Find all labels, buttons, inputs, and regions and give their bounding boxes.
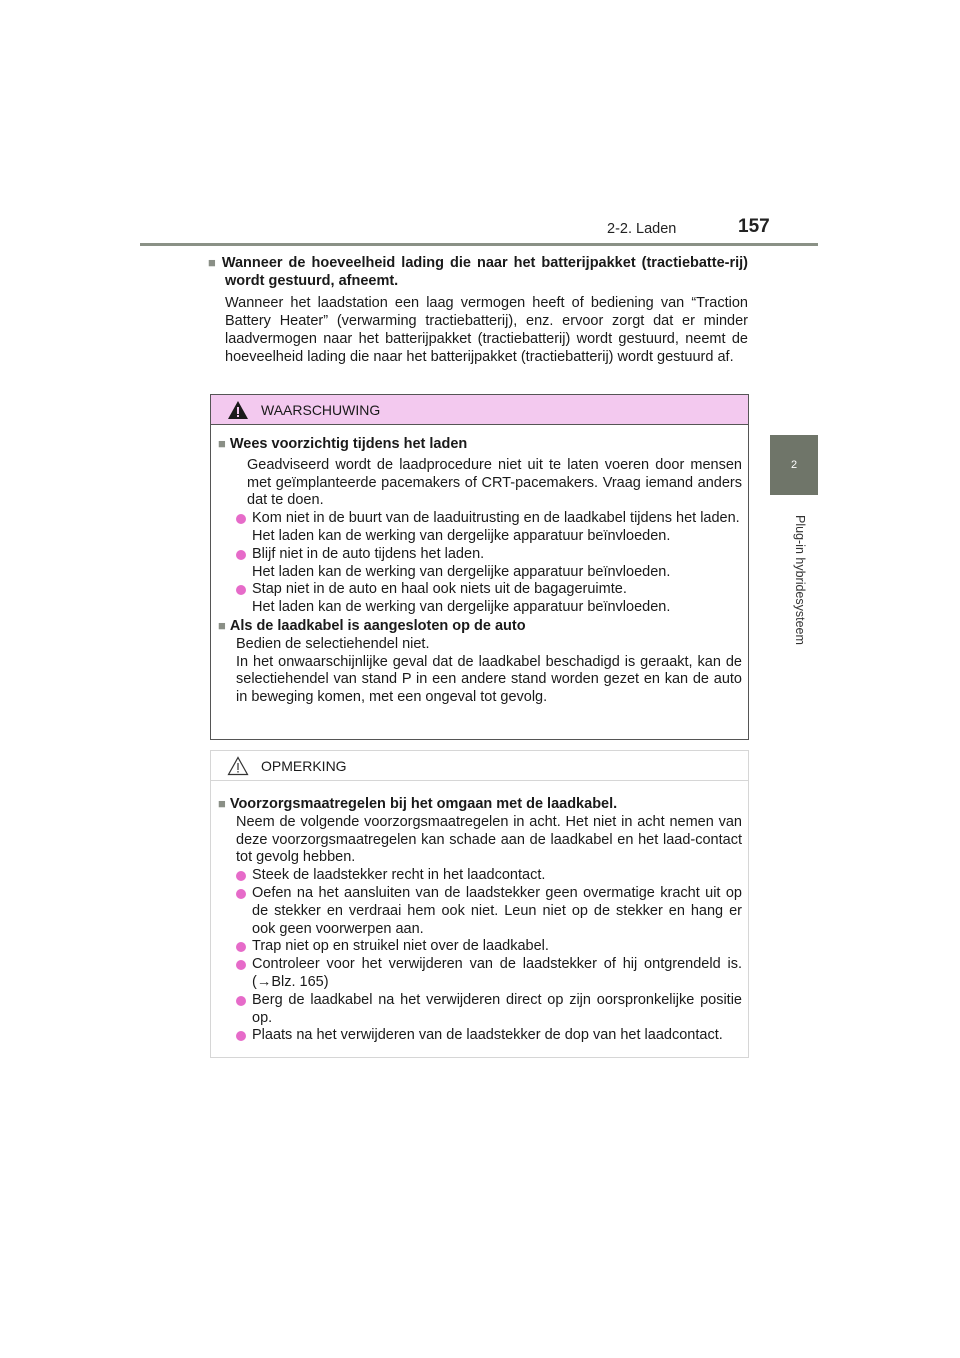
list-item: Controleer voor het verwijderen van de laadstekker of hij ontgrendeld is. (→Blz. 165) <box>218 956 742 992</box>
bullet-dot <box>236 550 246 560</box>
square-bullet-icon: ■ <box>208 255 218 270</box>
bullet-dot <box>236 996 246 1006</box>
bullet-dot <box>236 889 246 899</box>
list-item: Berg de laadkabel na het verwijderen direct op zijn oorspronkelijke positie op. <box>218 992 742 1028</box>
list-item: Kom niet in de buurt van de laaduitrusting en de laadkabel tijdens het laden. Het laden kan de werking van dergelijke apparatuur beïnvloeden. <box>218 510 742 546</box>
bullet-dot <box>236 960 246 970</box>
list-item: Steek de laadstekker recht in het laadcontact. <box>218 867 742 885</box>
warning-section-text: Geadviseerd wordt de laadprocedure niet uit te laten voeren door mensen met geïmplanteerde pacemakers of CRT-pacemakers. Vraag iemand anders dat te doen. <box>247 456 742 509</box>
caution-triangle-icon <box>227 756 249 776</box>
square-bullet-icon: ■ <box>218 617 226 633</box>
bullet-dot <box>236 514 246 524</box>
bullet-dot <box>236 871 246 881</box>
intro-section <box>208 254 748 366</box>
intro-heading: ■ Wanneer de hoeveelheid lading die naar het batterijpakket (tractiebatte-rij) wordt gestuurd, afneemt. <box>208 255 749 289</box>
square-bullet-icon: ■ <box>218 796 226 811</box>
bullet-dot <box>236 585 246 595</box>
chapter-number: 2 <box>790 459 798 471</box>
warning-body <box>211 425 748 707</box>
notice-heading: ■ Voorzorgsmaatregelen bij het omgaan met de laadkabel. <box>218 796 618 812</box>
warning-section-heading: ■ Wees voorzichtig tijdens het laden <box>218 436 468 452</box>
warning-section-heading: ■ Als de laadkabel is aangesloten op de auto <box>218 617 526 634</box>
list-item: Oefen na het aansluiten van de laadstekker geen overmatige kracht uit op de stekker en verdraai hem ook niet. Leun niet op de stekker en hang er ook geen voorwerpen aan. <box>218 885 742 938</box>
warning-section-text: Bedien de selectiehendel niet. In het onwaarschijnlijke geval dat de laadkabel beschadigd is geraakt, kan de selectiehendel van stand P in een andere stand worden gezet en kan de auto in beweging komen, met een ongeval tot gevolg. <box>236 635 742 706</box>
notice-text: Neem de volgende voorzorgsmaatregelen in acht. Het niet in acht nemen van deze voorzorgsmaatregelen kan schade aan de laadkabel en het laad-contact tot gevolg hebben. <box>236 813 742 866</box>
warning-title: WAARSCHUWING <box>261 401 381 418</box>
header-divider <box>140 243 818 246</box>
warning-header <box>211 395 748 425</box>
chapter-title: Plug-in hybridesysteem <box>793 515 807 645</box>
list-item: Plaats na het verwijderen van de laadstekker de dop van het laadcontact. <box>218 1027 742 1045</box>
notice-header <box>211 751 748 781</box>
warning-triangle-icon <box>227 400 249 420</box>
square-bullet-icon: ■ <box>218 436 226 451</box>
notice-body <box>211 781 748 1045</box>
list-item: Blijf niet in de auto tijdens het laden. Het laden kan de werking van dergelijke apparatuur beïnvloeden. <box>218 546 742 582</box>
notice-box <box>210 750 749 1058</box>
page-number: 157 <box>738 216 770 237</box>
bullet-dot <box>236 942 246 952</box>
intro-text: Wanneer het laadstation een laag vermogen heeft of bediening van “Traction Battery Heater” (verwarming tractiebatterij), enz. ervoor zorgt dat er minder laadvermogen naar het batterijpakket (tractiebatterij) wordt gestuurd, neemt de hoeveelheid lading die naar het batterijpakket (tractiebatterij) wordt gestuurd af. <box>225 295 748 365</box>
notice-title: OPMERKING <box>261 757 347 774</box>
warning-box <box>210 394 749 740</box>
bullet-dot <box>236 1031 246 1041</box>
list-item: Stap niet in de auto en haal ook niets uit de bagageruimte. Het laden kan de werking van dergelijke apparatuur beïnvloeden. <box>218 581 742 617</box>
list-item: Trap niet op en struikel niet over de laadkabel. <box>218 938 742 956</box>
chapter-tab[interactable] <box>770 435 818 495</box>
section-title: 2-2. Laden <box>607 221 677 237</box>
